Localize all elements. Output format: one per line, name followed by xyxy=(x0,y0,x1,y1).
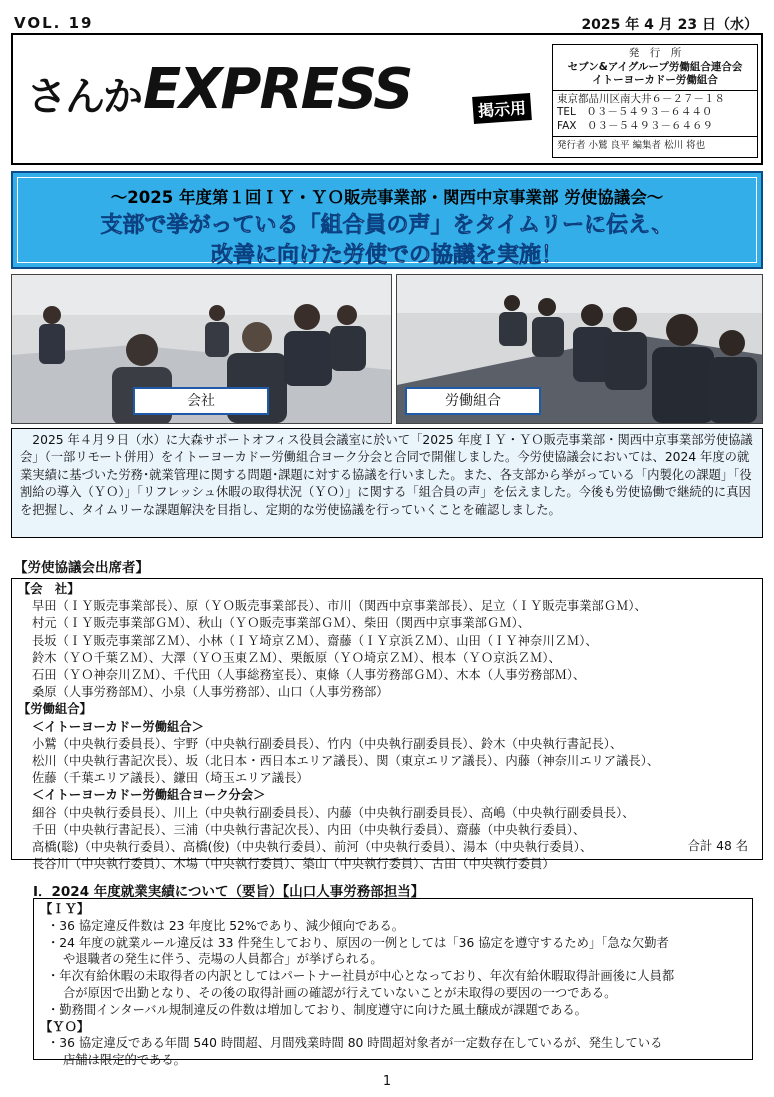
company-line: 鈴木（ＹＯ千葉ＺＭ）、大澤（ＹＯ玉東ＺＭ）、栗飯原（ＹＯ埼京ＺＭ）、根本（ＹＯ京浜ＺＭ）、 xyxy=(32,650,561,665)
iy-union-heading: ＜イトーヨーカドー労働組合＞ xyxy=(32,719,204,734)
photo-union-side xyxy=(396,274,763,424)
york-union-line: 高橋(聡)（中央執行委員）、高橋(俊)（中央執行委員）、前河（中央執行委員）、湯本（中央執行委員）、 xyxy=(32,840,593,855)
company-heading: 【会 社】 xyxy=(18,582,80,596)
publisher-label: 発 行 所 xyxy=(628,47,682,59)
york-union-line: 長谷川（中央執行委員）、木場（中央執行委員）、築山（中央執行委員）、古田（中央執行委員） xyxy=(32,857,555,872)
york-union-heading: ＜イトーヨーカドー労働組合ヨーク分会＞ xyxy=(32,788,266,803)
logo-express: EXPRESS xyxy=(143,57,412,122)
iy-item-cont: 合が原因で出勤となり、その後の取得計画の確認が行えていないことが未取得の要因の一つである。 xyxy=(63,985,617,1000)
iy-item: ・24 年度の就業ルール違反は 33 件発生しており、原因の一例としては「36 協定を遵守するため」「急な欠勤者 xyxy=(47,935,669,950)
publisher-org1: セブン&アイグループ労働組合連合会 xyxy=(567,60,743,73)
logo-keijiyo-badge: 掲示用 xyxy=(472,93,532,124)
volume-number: VOL. 19 xyxy=(14,14,94,32)
caption-union: 労働組合 xyxy=(405,387,541,415)
page-number: 1 xyxy=(382,1074,392,1089)
yo-item-cont: 店舗は限定的である。 xyxy=(63,1053,186,1068)
iy-union-line: 松川（中央執行書記次長）、坂（北日本・西日本エリア議長）、関（東京エリア議長）、内藤（神奈川エリア議長）、 xyxy=(32,754,660,769)
yo-item: ・36 協定違反である年間 540 時間超、月間残業時間 80 時間超対象者が一定数存在しているが、発生している xyxy=(47,1036,663,1051)
iy-item: ・36 協定違反件数は 23 年度比 52%であり、減少傾向である。 xyxy=(47,918,405,933)
iy-union-line: 佐藤（千葉エリア議長）、鎌田（埼玉エリア議長） xyxy=(32,771,309,786)
york-union-line: 細谷（中央執行委員長）、川上（中央執行副委員長）、内藤（中央執行副委員長）、高嶋（中央執行副委員長）、 xyxy=(32,805,635,820)
headline-subtitle: ～2025 年度第１回ＩＹ・ＹＯ販売事業部・関西中京事業部 労使協議会～ xyxy=(110,188,664,207)
company-line: 石田（ＹＯ神奈川ＺＭ）、千代田（人事総務室長）、東條（人事労務部ＧＭ）、木本（人事労務部Ｍ）、 xyxy=(32,668,586,683)
iy-item-cont: や退職者の発生に伴う、売場の人員都合」が挙げられる。 xyxy=(63,952,383,967)
company-line: 村元（ＩＹ販売事業部ＧＭ）、秋山（ＹＯ販売事業部ＧＭ）、柴田（関西中京事業部ＧＭ）、 xyxy=(32,616,531,631)
issue-date: 2025 年 4 月 23 日（水） xyxy=(581,17,758,33)
publisher-org2: イトーヨーカドー労働組合 xyxy=(592,74,718,87)
company-line: 長坂（ＩＹ販売事業部ＺＭ）、小林（ＩＹ埼京ＺＭ）、齋藤（ＩＹ京浜ＺＭ）、山田（ＩＹ神奈川ＺＭ）、 xyxy=(32,633,598,648)
caption-company: 会社 xyxy=(133,387,269,415)
publisher-box xyxy=(552,44,758,158)
york-union-line: 千田（中央執行書記長）、三浦（中央執行書記次長）、内田（中央執行委員）、齋藤（中央執行委員）、 xyxy=(32,822,586,837)
photo-company-side xyxy=(11,274,392,424)
headline-line1: 支部で挙がっている「組合員の声」をタイムリーに伝え、 xyxy=(100,213,674,238)
iy-heading: 【ＩＹ】 xyxy=(40,902,90,916)
iy-item: ・勤務間インターバル規制違反の件数は増加しており、制度遵守に向けた風土醸成が課題である。 xyxy=(47,1002,587,1017)
section1-box xyxy=(33,898,753,1068)
attendees-box xyxy=(11,578,763,872)
publisher-fax: FAX ０３－５４９３－６４６９ xyxy=(557,119,713,132)
masthead xyxy=(11,33,763,165)
iy-item: ・年次有給休暇の未取得者の内訳としてはパートナー社員が中心となっており、年次有給休暇取得計画後に人員都 xyxy=(47,969,675,984)
divider xyxy=(553,90,757,91)
company-line: 桑原（人事労務部Ｍ）、小泉（人事労務部）、山口（人事労務部） xyxy=(32,685,389,700)
attendees-title: 【労使協議会出席者】 xyxy=(14,560,149,576)
divider xyxy=(553,136,757,137)
intro-paragraph: 2025 年４月９日（水）に大森サポートオフィス役員会議室に於いて「2025 年度ＩＹ・ＹＯ販売事業部・関西中京事業部労使協議会」（一部リモート併用）をイトーヨーカドー労働組合ヨーク分会と合同で開催しました。今労使協議会においては、2024 年度の就業実績に基づいた労務･就業管理に関する問題･課題に対する協議を行いました。また、各支部から挙がっている「内製化の課題」「役割給の導入（ＹＯ）」「リフレッシュ休暇の取得状況（ＹＯ）」に関する「組合員の声」を伝えました。今後も労使協働で継続的に真因を把握し、タイムリーな課題解決を目指し、定期的な労使協議を行っていくことを確認しました。 xyxy=(11,428,763,538)
union-heading: 【労働組合】 xyxy=(18,702,92,717)
logo-sanka: さんか xyxy=(27,74,141,120)
publisher-staff: 発行者 小鷲 良平 編集者 松川 将也 xyxy=(557,139,706,151)
publisher-tel: TEL ０３－５４９３－６４４０ xyxy=(557,106,713,119)
company-line: 早田（ＩＹ販売事業部長）、原（ＹＯ販売事業部長）、市川（関西中京事業部長）、足立（ＩＹ販売事業部ＧＭ）、 xyxy=(32,599,647,614)
iy-union-line: 小鷲（中央執行委員長）、宇野（中央執行副委員長）、竹内（中央執行副委員長）、鈴木（中央執行書記長）、 xyxy=(32,736,623,751)
section1-title: Ⅰ．2024 年度就業実績について（要旨）【山口人事労務部担当】 xyxy=(33,884,425,900)
attendee-total: 合計 48 名 xyxy=(687,838,748,853)
headline-banner xyxy=(11,171,763,269)
headline-line2: 改善に向けた労使での協議を実施！ xyxy=(210,243,563,268)
yo-heading: 【ＹＯ】 xyxy=(40,1019,90,1034)
publisher-address: 東京都品川区南大井６－２７－１８ xyxy=(557,92,725,105)
banner-frame xyxy=(17,177,757,268)
